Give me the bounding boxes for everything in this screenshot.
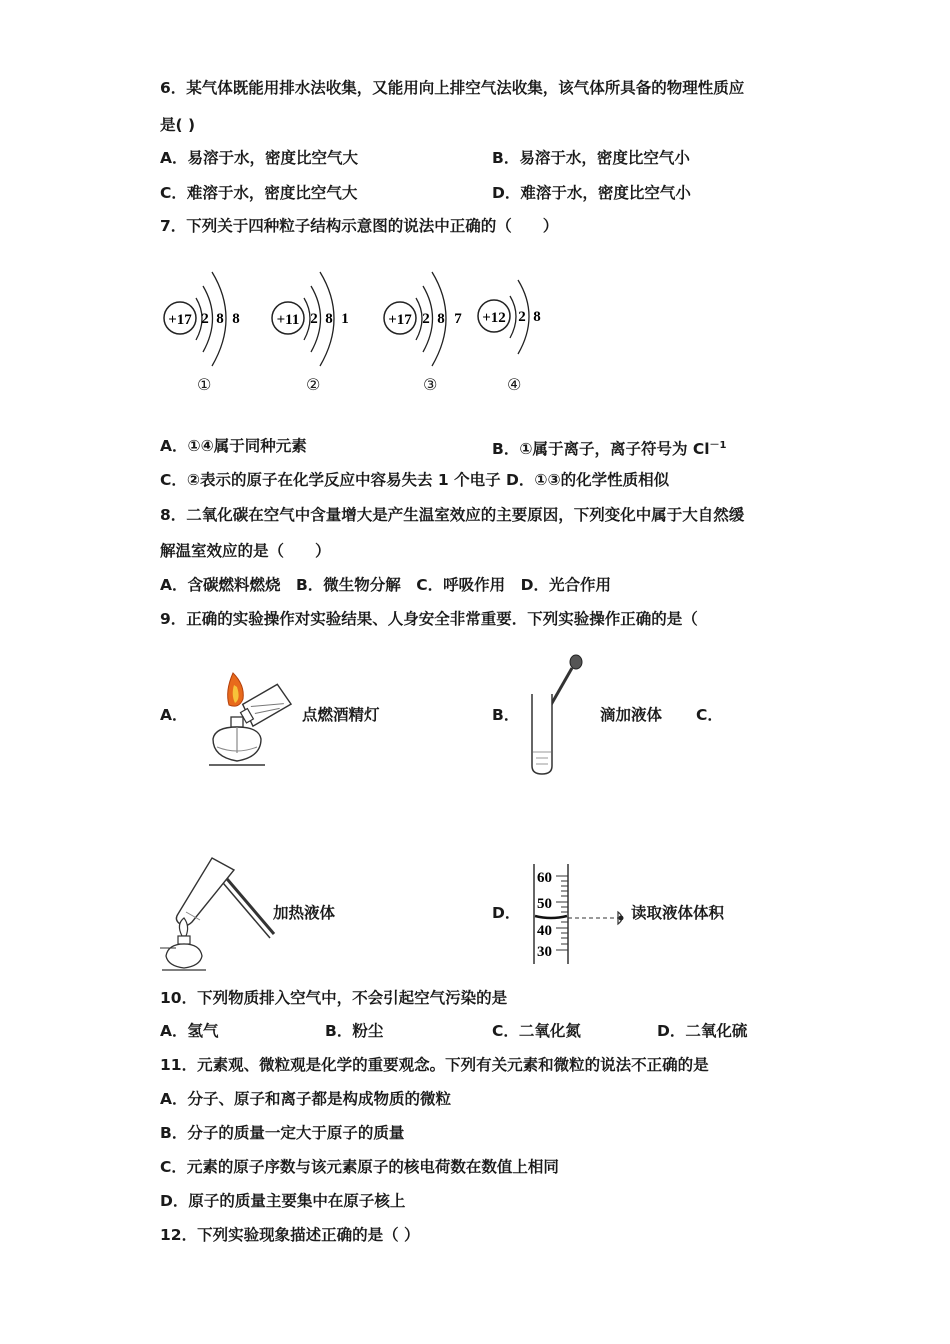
atom-4-shell-2: 8 — [533, 309, 541, 325]
q10-stem: 10．下列物质排入空气中，不会引起空气污染的是 — [160, 989, 508, 1007]
q9-caption-c: 加热液体 — [273, 904, 336, 922]
atom-label-2: ② — [306, 375, 321, 394]
q8-options: A．含碳燃料燃烧 B．微生物分解 C．呼吸作用 D．光合作用 — [160, 576, 612, 594]
q10-option-c: C．二氧化氮 — [492, 1022, 581, 1040]
atom-4-nucleus: +12 — [482, 310, 506, 326]
atom-2-shell-2: 8 — [325, 311, 333, 327]
q11-stem: 11．元素观、微粒观是化学的重要观念。下列有关元素和微粒的说法不正确的是 — [160, 1056, 709, 1074]
q7-option-b-charge: －1 — [709, 440, 727, 451]
atom-3-shell-3: 7 — [454, 311, 462, 327]
q12-stem: 12．下列实验现象描述正确的是（ ） — [160, 1226, 420, 1244]
q9-label-a: A． — [160, 706, 188, 724]
atom-4-shell-1: 2 — [518, 309, 526, 325]
q7-option-b-text: B．①属于离子，离子符号为 Cl — [492, 440, 710, 459]
atom-structure-2 — [268, 258, 360, 374]
q11-option-c: C．元素的原子序数与该元素原子的核电荷数在数值上相同 — [160, 1158, 559, 1176]
atom-label-1: ① — [197, 375, 212, 394]
q6-option-b: B．易溶于水，密度比空气小 — [492, 149, 690, 167]
atom-2-shell-3: 1 — [341, 311, 349, 327]
atom-label-3: ③ — [423, 375, 438, 394]
q11-option-b: B．分子的质量一定大于原子的质量 — [160, 1124, 405, 1142]
q10-option-a: A．氢气 — [160, 1022, 219, 1040]
atom-label-4: ④ — [507, 375, 522, 394]
q11-option-d: D．原子的质量主要集中在原子核上 — [160, 1192, 406, 1210]
q9-label-d: D． — [492, 904, 521, 922]
cylinder-tick-40: 40 — [537, 923, 552, 939]
q11-option-a: A．分子、原子和离子都是构成物质的微粒 — [160, 1090, 451, 1108]
q7-option-cd: C．②表示的原子在化学反应中容易失去 1 个电子 D．①③的化学性质相似 — [160, 471, 670, 489]
q6-option-c: C．难溶于水，密度比空气大 — [160, 184, 358, 202]
graduated-cylinder-reading-figure — [522, 860, 632, 966]
atom-3-shell-1: 2 — [422, 311, 430, 327]
q9-caption-b: 滴加液体 — [600, 706, 663, 724]
atom-structure-4 — [474, 258, 554, 374]
q7-option-a: A．①④属于同种元素 — [160, 437, 307, 455]
q6-option-a: A．易溶于水，密度比空气大 — [160, 149, 358, 167]
atom-structure-3 — [380, 258, 472, 374]
heating-liquid-figure — [156, 852, 280, 974]
alcohol-lamp-lighting-figure — [195, 663, 295, 775]
atom-3-nucleus: +17 — [388, 312, 412, 328]
cylinder-tick-60: 60 — [537, 870, 552, 886]
cylinder-tick-50: 50 — [537, 896, 552, 912]
q9-stem: 9．正确的实验操作对实验结果、人身安全非常重要．下列实验操作正确的是（ — [160, 610, 698, 628]
atom-2-shell-1: 2 — [310, 311, 318, 327]
q9-label-b: B． — [492, 706, 520, 724]
q10-option-b: B．粉尘 — [325, 1022, 384, 1040]
q6-option-d: D．难溶于水，密度比空气小 — [492, 184, 691, 202]
q6-stem-line2: 是( ) — [160, 116, 196, 134]
atom-1-nucleus: +17 — [168, 312, 192, 328]
atom-3-shell-2: 8 — [437, 311, 445, 327]
q8-stem-line1: 8．二氧化碳在空气中含量增大是产生温室效应的主要原因，下列变化中属于大自然缓 — [160, 506, 745, 524]
q7-option-b — [492, 436, 727, 459]
q10-option-d: D．二氧化硫 — [657, 1022, 748, 1040]
cylinder-tick-30: 30 — [537, 944, 552, 960]
q9-label-c: C． — [696, 706, 723, 724]
q8-stem-line2: 解温室效应的是（ ） — [160, 542, 331, 560]
dropper-adding-liquid-figure — [522, 652, 592, 778]
atom-structure-1 — [158, 258, 250, 374]
q9-caption-a: 点燃酒精灯 — [302, 706, 380, 724]
atom-1-shell-2: 8 — [216, 311, 224, 327]
atom-2-nucleus: +11 — [276, 312, 300, 328]
atom-1-shell-3: 8 — [232, 311, 240, 327]
atom-1-shell-1: 2 — [201, 311, 209, 327]
q7-stem: 7．下列关于四种粒子结构示意图的说法中正确的（ ） — [160, 217, 559, 235]
q6-stem-line1: 6．某气体既能用排水法收集，又能用向上排空气法收集，该气体所具备的物理性质应 — [160, 79, 745, 97]
q9-caption-d: 读取液体体积 — [631, 904, 725, 922]
